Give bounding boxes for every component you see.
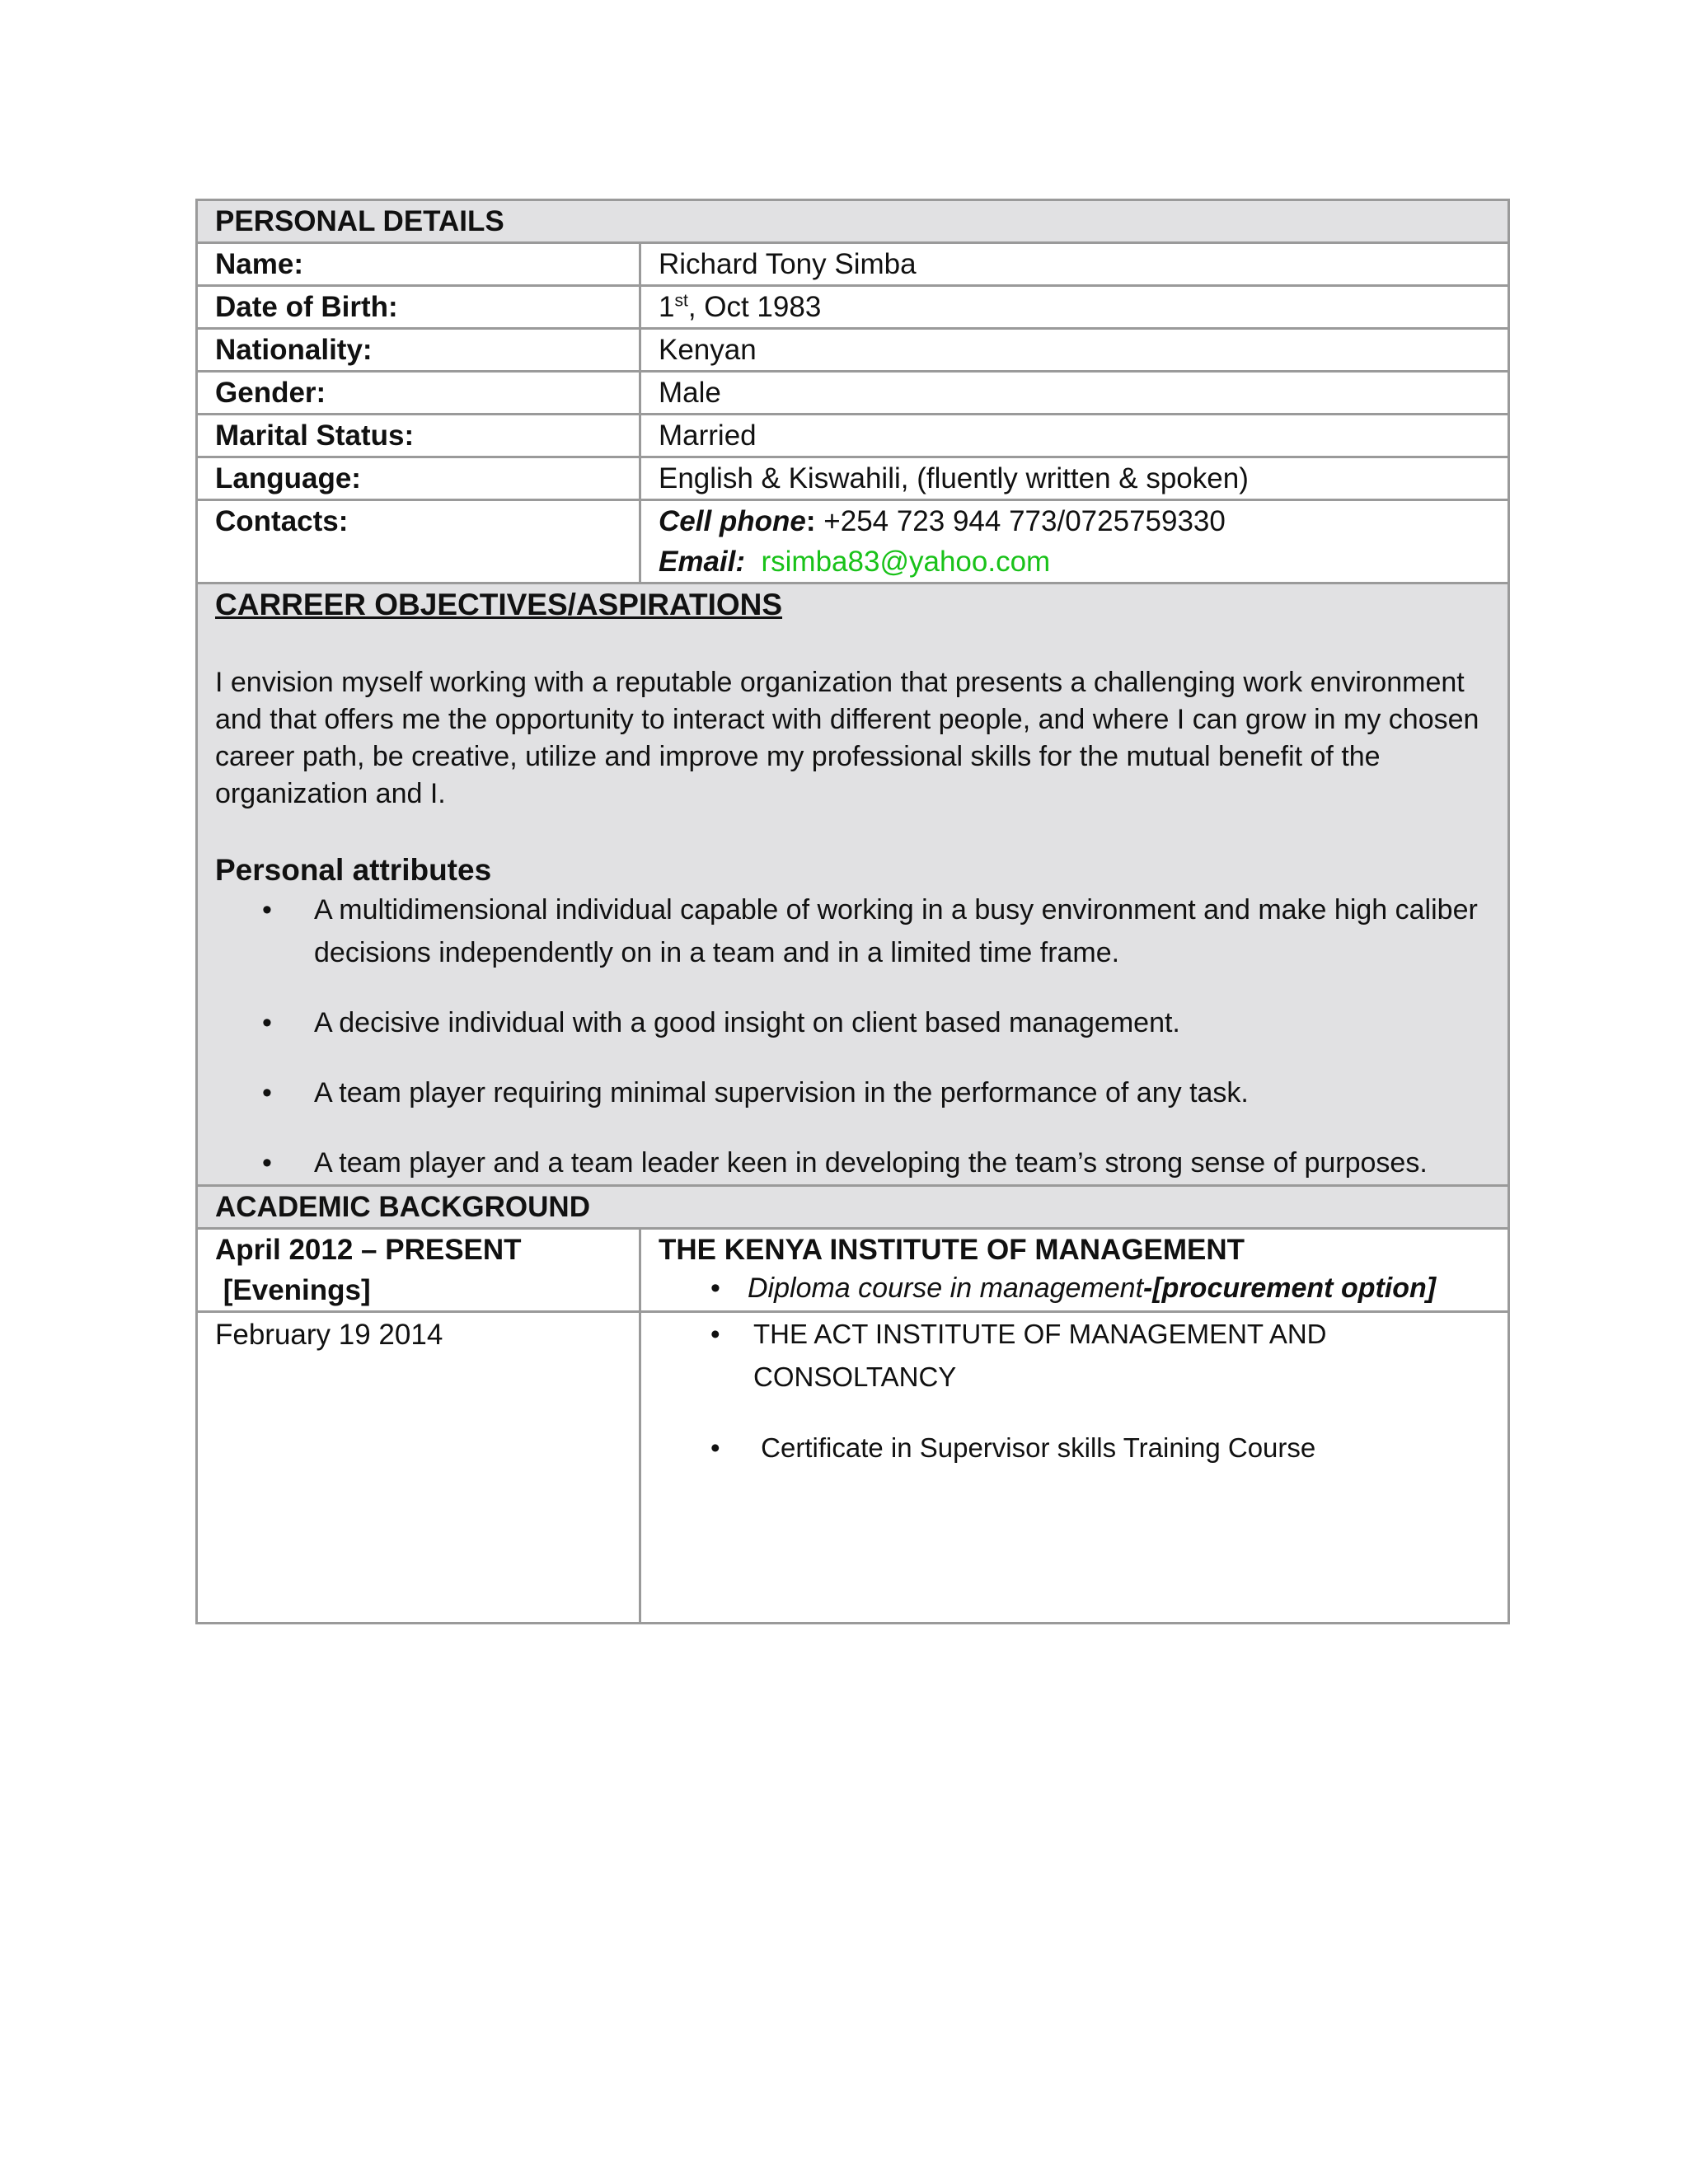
- course-name: THE ACT INSTITUTE OF MANAGEMENT AND CONSOLTANCY: [753, 1319, 1327, 1392]
- dob-value: [640, 286, 1509, 329]
- attribute-text: A team player and a team leader keen in developing the team’s strong sense of purposes.: [314, 1147, 1428, 1179]
- personal-row: [197, 286, 1509, 329]
- attribute-text: A decisive individual with a good insight on client based management.: [314, 1007, 1180, 1038]
- academic-date: April 2012 – PRESENT: [215, 1234, 522, 1266]
- list-item: [659, 1270, 1490, 1306]
- bullet-icon: •: [262, 894, 272, 926]
- objectives-paragraph: I envision myself working with a reputable organization that presents a challenging work environment and that offers me the opportunity to interact with different people, and where I can grow in my chosen career path, be creative, utilize and improve my professional skills for the mutual benefit of the organization and I.: [215, 667, 1479, 809]
- course-list: [659, 1313, 1490, 1469]
- academic-heading: ACADEMIC BACKGROUND: [197, 1186, 1509, 1229]
- academic-header-row: [197, 1186, 1509, 1229]
- bullet-icon: •: [710, 1272, 720, 1304]
- objectives-row: [197, 583, 1509, 1186]
- personal-row: [197, 329, 1509, 372]
- dob-ordinal: st: [674, 291, 688, 311]
- gender-value: Male: [640, 372, 1509, 415]
- academic-date-cell: [197, 1229, 640, 1312]
- gender-label: Gender:: [197, 372, 640, 415]
- personal-row: [197, 372, 1509, 415]
- academic-date-cell: [197, 1312, 640, 1624]
- email-line: [659, 541, 1490, 582]
- resume-table: [195, 199, 1510, 1624]
- attribute-text: A team player requiring minimal supervision in the performance of any task.: [314, 1077, 1249, 1108]
- marital-status-value: Married: [640, 415, 1509, 457]
- dob-label: Date of Birth:: [197, 286, 640, 329]
- name-value: Richard Tony Simba: [640, 243, 1509, 286]
- cell-phone-value: +254 723 944 773/0725759330: [815, 505, 1226, 537]
- contacts-label: Contacts:: [197, 500, 640, 583]
- personal-details-heading: PERSONAL DETAILS: [197, 200, 1509, 243]
- contacts-value: [640, 500, 1509, 583]
- personal-attributes-list: [215, 888, 1490, 1184]
- objectives-heading: CARREER OBJECTIVES/ASPIRATIONS: [215, 588, 783, 621]
- list-item: [659, 1427, 1490, 1469]
- dob-month-year: , Oct 1983: [687, 291, 822, 323]
- academic-detail-cell: [640, 1312, 1509, 1624]
- institution-name: THE KENYA INSTITUTE OF MANAGEMENT: [659, 1234, 1245, 1266]
- email-link[interactable]: rsimba83@yahoo.com: [761, 546, 1051, 578]
- bullet-icon: •: [262, 1077, 272, 1108]
- bullet-icon: •: [262, 1147, 272, 1179]
- cell-phone-line: [659, 501, 1490, 541]
- academic-detail-cell: [640, 1229, 1509, 1312]
- bullet-icon: •: [262, 1007, 272, 1038]
- academic-entry-row: [197, 1312, 1509, 1624]
- academic-entry-row: [197, 1229, 1509, 1312]
- nationality-label: Nationality:: [197, 329, 640, 372]
- language-value: English & Kiswahili, (fluently written & spoken): [640, 457, 1509, 500]
- list-item: [215, 888, 1490, 974]
- email-label: Email:: [659, 546, 746, 578]
- contacts-row: [197, 500, 1509, 583]
- personal-row: [197, 243, 1509, 286]
- name-label: Name:: [197, 243, 640, 286]
- list-item: [215, 1001, 1490, 1044]
- bullet-icon: •: [710, 1319, 720, 1349]
- course-option: -[procurement option]: [1143, 1272, 1437, 1304]
- list-item: [215, 1141, 1490, 1184]
- bullet-icon: •: [710, 1432, 720, 1463]
- cell-phone-colon: :: [805, 505, 816, 537]
- course-name: Diploma course in management: [748, 1272, 1144, 1304]
- academic-date: February 19 2014: [215, 1319, 443, 1351]
- personal-row: [197, 415, 1509, 457]
- attribute-text: A multidimensional individual capable of working in a busy environment and make high caliber decisions independently on in a team and in a limited time frame.: [314, 894, 1478, 968]
- list-item: [659, 1313, 1490, 1399]
- language-label: Language:: [197, 457, 640, 500]
- academic-date-note: [Evenings]: [215, 1274, 371, 1306]
- cell-phone-label: Cell phone: [659, 505, 806, 537]
- objectives-cell: [197, 583, 1509, 1186]
- list-item: [215, 1071, 1490, 1114]
- personal-row: [197, 457, 1509, 500]
- dob-day: 1: [659, 291, 675, 323]
- nationality-value: Kenyan: [640, 329, 1509, 372]
- marital-status-label: Marital Status:: [197, 415, 640, 457]
- personal-attributes-heading: Personal attributes: [215, 853, 492, 887]
- course-list: [659, 1270, 1490, 1306]
- course-name: Certificate in Supervisor skills Training Course: [753, 1432, 1316, 1463]
- personal-details-header-row: [197, 200, 1509, 243]
